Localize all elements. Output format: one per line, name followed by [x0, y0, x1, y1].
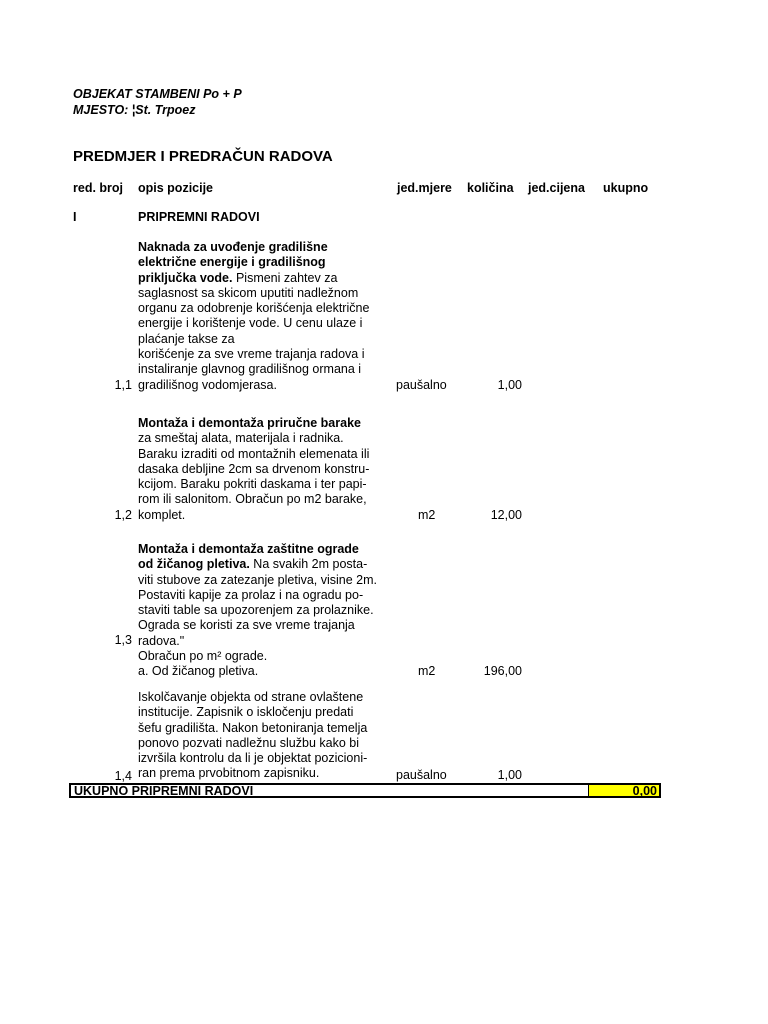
item-description: [138, 240, 388, 393]
item-line: šefu gradilišta. Nakon betoniranja temelja: [138, 720, 368, 735]
item-title-tail: priključka vode.: [138, 270, 233, 285]
item-mixed-line: [138, 271, 388, 286]
item-quantity: 1,00: [497, 768, 522, 782]
col-kolicina: količina: [467, 181, 514, 195]
section-total-value: 0,00: [588, 785, 659, 796]
item-line: ponovo pozvati nadležnu službu kako bi: [138, 735, 359, 750]
item-line: radova.": [138, 633, 185, 648]
item-line: dasaka debljine 2cm sa drvenom konstru-: [138, 461, 370, 476]
item-line: za smeštaj alata, materijala i radnika.: [138, 431, 344, 446]
item-line: Iskolčavanje objekta od strane ovlaštene: [138, 690, 364, 704]
item-line: energije i korištenje vode. U cenu ulaze i: [138, 316, 363, 331]
item-description: [138, 690, 393, 782]
item-line: organu za odobrenje korišćenja električne: [138, 301, 370, 316]
item-line: Postaviti kapije za prolaz i na ogradu po-: [138, 587, 364, 602]
section-number: I: [73, 210, 77, 224]
item-number: 1,3: [114, 633, 132, 647]
item-number: 1,1: [114, 378, 132, 392]
item-line: staviti table sa upozorenjem za prolaznike.: [138, 603, 374, 618]
item-line: kcijom. Baraku pokriti daskama i ter papi-: [138, 477, 367, 492]
item-line: gradilišnog vodomjerasa.: [138, 377, 277, 392]
item-description: [138, 416, 388, 523]
item-line: Ograda se koristi za sve vreme trajanja: [138, 618, 355, 633]
col-jed-mjere: jed.mjere: [397, 181, 452, 195]
item-title-line: električne energije i gradilišnog: [138, 255, 326, 270]
item-line: saglasnost sa skicom uputiti nadležnom: [138, 285, 359, 300]
item-unit: paušalno: [396, 768, 447, 782]
item-line: izvršila kontrolu da li je objektat pozicioni-: [138, 751, 368, 766]
item-title-line: Montaža i demontaža priručne barake: [138, 416, 361, 430]
section-total-row: [69, 783, 661, 798]
item-line: Obračun po m² ograde.: [138, 649, 268, 664]
item-description: [138, 542, 393, 680]
item-number: 1,4: [114, 769, 132, 783]
item-unit: m2: [418, 508, 436, 522]
item-line: ran prema prvobitnom zapisniku.: [138, 766, 320, 781]
item-text-head: Na svakih 2m posta-: [249, 557, 368, 572]
project-title: OBJEKAT STAMBENI Po + P: [73, 87, 242, 101]
page-title: PREDMJER I PREDRAČUN RADOVA: [73, 148, 333, 165]
section-name: PRIPREMNI RADOVI: [138, 210, 260, 224]
item-line: viti stubove za zatezanje pletiva, visine 2m.: [138, 572, 378, 587]
col-jed-cijena: jed.cijena: [528, 181, 585, 195]
item-quantity: 1,00: [497, 378, 522, 392]
col-opis-pozicije: opis pozicije: [138, 181, 214, 195]
section-total-label: UKUPNO PRIPREMNI RADOVI: [74, 784, 254, 798]
item-title-tail: od žičanog pletiva.: [138, 557, 250, 572]
item-line: rom ili salonitom. Obračun po m2 barake,: [138, 492, 367, 507]
item-title-line: Montaža i demontaža zaštitne ograde: [138, 542, 359, 556]
item-line: a. Od žičanog pletiva.: [138, 664, 259, 679]
item-line: komplet.: [138, 507, 186, 522]
item-quantity: 12,00: [490, 508, 522, 522]
item-title-line: Naknada za uvođenje gradilišne: [138, 240, 328, 254]
item-line: Baraku izraditi od montažnih elemenata ili: [138, 446, 370, 461]
item-line: institucije. Zapisnik o iskločenju predati: [138, 705, 354, 720]
item-line: korišćenje za sve vreme trajanja radova i: [138, 347, 365, 362]
item-unit: m2: [418, 664, 436, 678]
location-label: MJESTO: ¦St. Trpoez: [73, 103, 196, 117]
item-text-head: Pismeni zahtev za: [232, 270, 338, 285]
item-mixed-line: [138, 557, 393, 572]
item-unit: paušalno: [396, 378, 447, 392]
item-number: 1,2: [114, 508, 132, 522]
col-red-broj: red. broj: [73, 181, 124, 195]
item-quantity: 196,00: [483, 664, 522, 678]
col-ukupno: ukupno: [603, 181, 649, 195]
item-line: plaćanje takse za: [138, 331, 235, 346]
item-line: instaliranje glavnog gradilišnog ormana i: [138, 362, 362, 377]
